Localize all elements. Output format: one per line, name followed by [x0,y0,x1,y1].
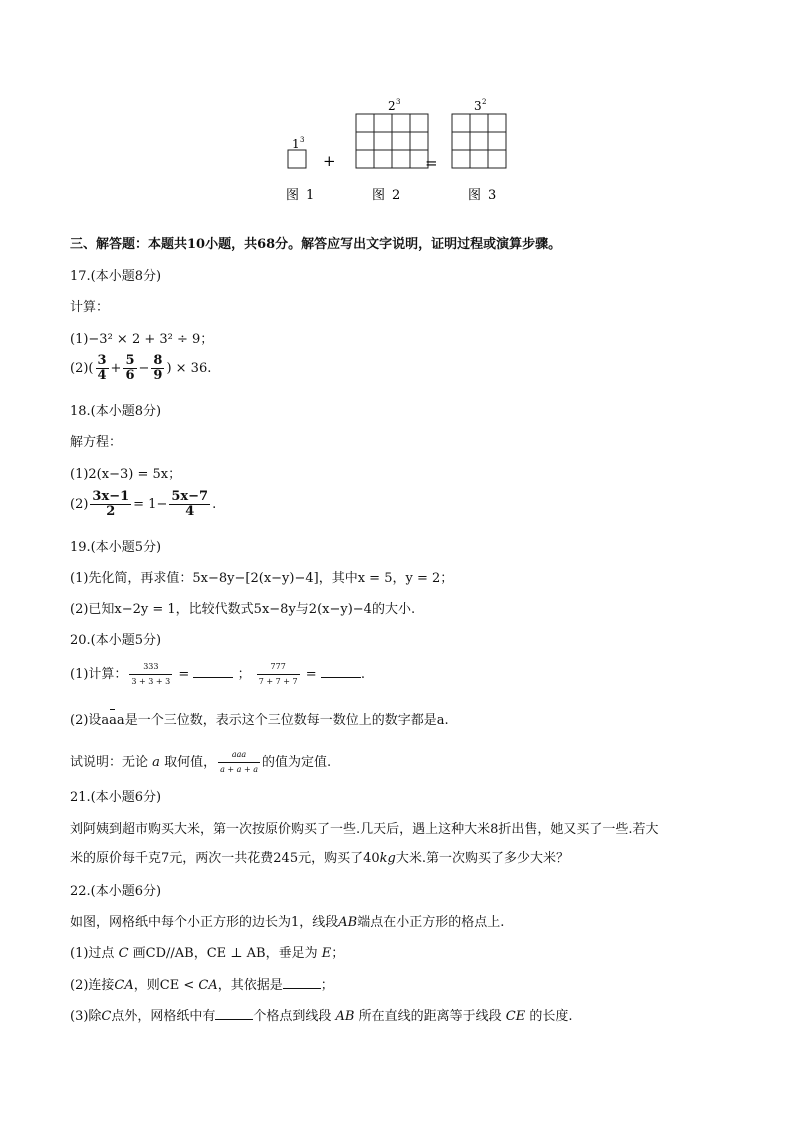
q21-line1: 刘阿姨到超市购买大米，第一次按原价购买了一些.几天后，遇上这种大米8折出售，她又买了一些.若大 [70,822,659,837]
q18-part2: (2) $\frac{3x-1}{2}$ = 1− $\frac{5x-7}{4}$ . [70,489,217,519]
caption-3-prefix: 图 [468,188,482,203]
q18-header: 18.(本小题8分) [70,404,162,419]
section-3-heading: 三、解答题：本题共10小题，共68分。解答应写出文字说明，证明过程或演算步骤。 [70,237,562,252]
figure-3-grid [452,114,506,168]
figure-1-power: 3 [300,136,305,144]
q20-header: 20.(本小题5分) [70,633,162,648]
answer-blank-1[interactable] [193,665,233,678]
figure-2-power: 3 [396,98,401,106]
q22-part2: (2)连接CA，则CE < CA，其依据是 ； [70,978,334,993]
caption-1-number: 1 [306,188,315,203]
figure-2-base: 2 [388,99,396,113]
equals-sign: = [425,154,438,172]
figure-3-power: 2 [482,98,487,106]
figure-1-base: 1 [292,137,300,151]
q22-part3: (3)除C点外，网格纸中有 个格点到线段 AB 所在直线的距离等于线段 CE 的长度. [70,1009,573,1024]
answer-blank-4[interactable] [215,1007,253,1020]
answer-blank-2[interactable] [321,665,361,678]
q19-part1: (1)先化简，再求值：5x−8y−[2(x−y)−4]，其中x = 5，y = 2； [70,571,454,586]
cubes-sum-figure [270,90,530,210]
q19-header: 19.(本小题5分) [70,540,162,555]
q19-part2: (2)已知x−2y = 1，比较代数式5x−8y与2(x−y)−4的大小. [70,602,416,617]
q18-part1: (1)2(x−3) = 5x； [70,467,182,482]
q22-part1: (1)过点 C 画CD//AB，CE ⊥ AB，垂足为 E； [70,946,345,961]
q21-line2: 米的原价每千克7元，两次一共花费245元，购买了40kg大米.第一次购买了多少大米？ [70,851,569,866]
figure-3-base: 3 [474,99,482,113]
q22-intro: 如图，网格纸中每个小正方形的边长为1，线段AB端点在小正方形的格点上. [70,915,505,930]
figure-1-grid [288,150,306,168]
q18-instruction: 解方程： [70,435,123,450]
q17-header: 17.(本小题8分) [70,269,162,284]
q20-part1: (1)计算： $\frac{333}{3 + 3 + 3}$ = ； $\frac{777}{7 + 7 + 7}$ = . [70,662,365,686]
q21-header: 21.(本小题6分) [70,790,162,805]
figure-2-grid [356,114,428,168]
q17-instruction: 计算： [70,300,110,315]
caption-3-number: 3 [488,188,497,203]
answer-blank-3[interactable] [283,976,321,989]
q17-part1: (1)−3² × 2 + 3² ÷ 9； [70,332,214,347]
caption-2-number: 2 [392,188,401,203]
q20-part3: 试说明：无论 a 取何值， $\frac{\text{aaa}}{a + a + a}$ 的值为定值. [70,750,332,774]
caption-2-prefix: 图 [372,188,386,203]
q20-part2: (2)设aaa是一个三位数，表示这个三位数每一数位上的数字都是a. [70,713,449,728]
caption-1-prefix: 图 [286,188,300,203]
q17-part2: (2)( $\frac{3}{4}$ + $\frac{5}{6}$ − $\frac{8}{9}$ ) × 36. [70,353,212,383]
plus-sign: + [323,152,336,170]
q22-header: 22.(本小题6分) [70,884,162,899]
